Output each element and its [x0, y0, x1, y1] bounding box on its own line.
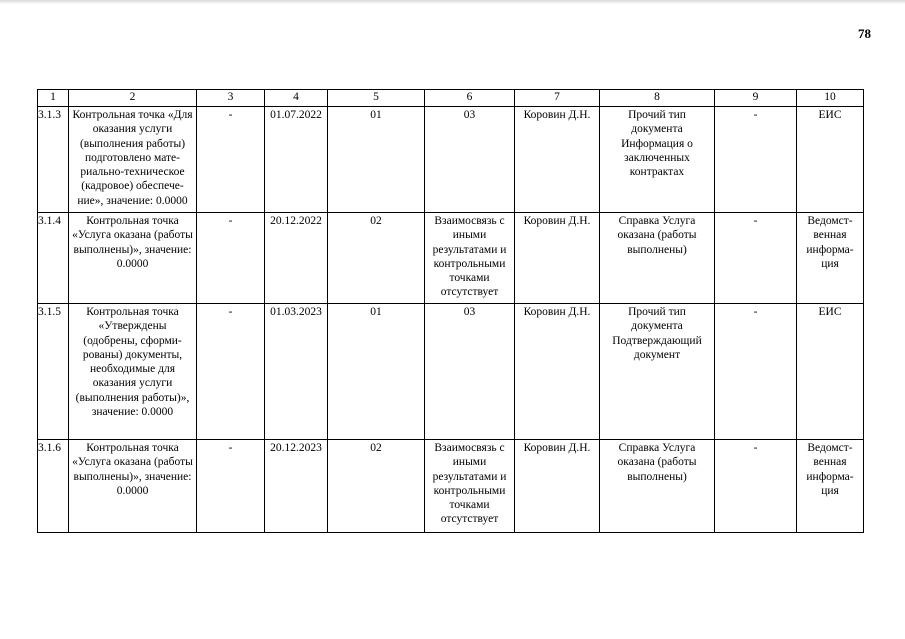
responsible-cell: Коровин Д.Н. — [515, 213, 600, 304]
header-cell-3: 3 — [197, 90, 265, 107]
date-cell: 01.07.2022 — [265, 107, 328, 213]
row-number: 3.1.6 — [38, 440, 69, 533]
header-cell-2: 2 — [69, 90, 197, 107]
row-number: 3.1.4 — [38, 213, 69, 304]
cell-col-9: - — [715, 440, 797, 533]
source-cell: ЕИС — [797, 304, 864, 440]
control-point-name: Контрольная точка «Услуга оказана (работы выполнены)», значение: 0.0000 — [69, 213, 197, 304]
responsible-cell: Коровин Д.Н. — [515, 107, 600, 213]
control-point-name: Контрольная точка «Утверждены (одобрены, сформи-рованы) документы, необходимые для оказания услуги (выполнения работы)», значение: 0.0000 — [69, 304, 197, 440]
header-cell-7: 7 — [515, 90, 600, 107]
cell-col-6: 03 — [425, 304, 515, 440]
cell-col-3: - — [197, 107, 265, 213]
cell-col-6: 03 — [425, 107, 515, 213]
page-number: 78 — [858, 26, 871, 41]
cell-col-6: Взаимосвязь с иными результатами и контрольными точками отсутствует — [425, 440, 515, 533]
source-cell: Ведомст-венная информа-ция — [797, 440, 864, 533]
header-row — [38, 90, 864, 107]
date-cell: 20.12.2023 — [265, 440, 328, 533]
source-cell: Ведомст-венная информа-ция — [797, 213, 864, 304]
header-cell-5: 5 — [328, 90, 425, 107]
cell-col-9: - — [715, 304, 797, 440]
source-cell: ЕИС — [797, 107, 864, 213]
document-type-cell: Прочий тип документа Информация о заключенных контрактах — [600, 107, 715, 213]
table-row — [38, 304, 864, 440]
cell-col-9: - — [715, 107, 797, 213]
control-points-table — [37, 89, 864, 533]
header-cell-8: 8 — [600, 90, 715, 107]
cell-col-6: Взаимосвязь с иными результатами и контрольными точками отсутствует — [425, 213, 515, 304]
cell-col-3: - — [197, 304, 265, 440]
header-cell-6: 6 — [425, 90, 515, 107]
table-row — [38, 440, 864, 533]
responsible-cell: Коровин Д.Н. — [515, 304, 600, 440]
header-cell-1: 1 — [38, 90, 69, 107]
cell-col-5: 01 — [328, 304, 425, 440]
scan-edge — [0, 0, 905, 4]
control-point-name: Контрольная точка «Для оказания услуги (выполнения работы) подготовлено мате-риально-техническое (кадровое) обеспече-ние», значение: 0.0000 — [69, 107, 197, 213]
cell-col-5: 01 — [328, 107, 425, 213]
table-row — [38, 107, 864, 213]
cell-col-3: - — [197, 213, 265, 304]
header-cell-4: 4 — [265, 90, 328, 107]
document-type-cell: Справка Услуга оказана (работы выполнены) — [600, 440, 715, 533]
date-cell: 20.12.2022 — [265, 213, 328, 304]
cell-col-9: - — [715, 213, 797, 304]
row-number: 3.1.3 — [38, 107, 69, 213]
cell-col-3: - — [197, 440, 265, 533]
row-number: 3.1.5 — [38, 304, 69, 440]
document-type-cell: Прочий тип документа Подтверждающий документ — [600, 304, 715, 440]
document-type-cell: Справка Услуга оказана (работы выполнены) — [600, 213, 715, 304]
date-cell: 01.03.2023 — [265, 304, 328, 440]
cell-col-5: 02 — [328, 213, 425, 304]
header-cell-9: 9 — [715, 90, 797, 107]
responsible-cell: Коровин Д.Н. — [515, 440, 600, 533]
table-row — [38, 213, 864, 304]
control-point-name: Контрольная точка «Услуга оказана (работы выполнены)», значение: 0.0000 — [69, 440, 197, 533]
cell-col-5: 02 — [328, 440, 425, 533]
header-cell-10: 10 — [797, 90, 864, 107]
